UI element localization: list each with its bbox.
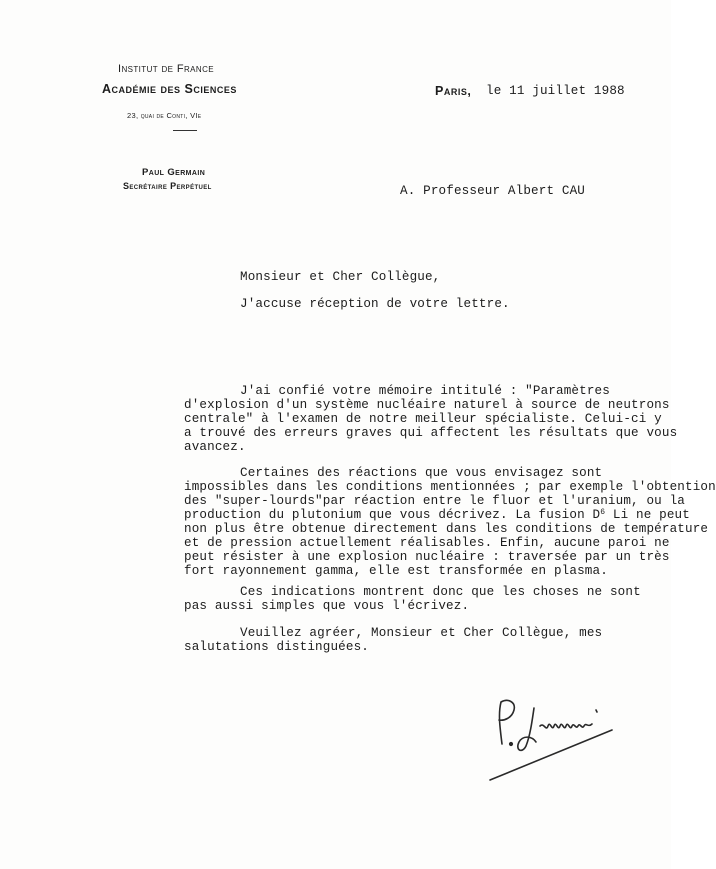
body-line: Ces indications montrent donc que les choses ne sont [240,585,641,599]
body-line: Certaines des réactions que vous envisagez sont [240,466,603,480]
body-line: et de pression actuellement réalisables. Enfin, aucune paroi ne [184,536,670,550]
signature-strokes [490,700,612,780]
dateline-city: Paris, [435,84,472,98]
body-line: peut résister à une explosion nucléaire : traversée par un très [184,550,670,564]
letterhead-author-name: Paul Germain [142,167,206,178]
body-line: avancez. [184,440,246,454]
acknowledgement-line: J'accuse réception de votre lettre. [240,297,510,311]
closing-paragraph [184,626,654,654]
body-line: impossibles dans les conditions mentionnées ; par exemple l'obtention [184,480,716,494]
fusion-tail: Li ne peut [605,508,690,522]
body-line: salutations distinguées. [184,640,369,654]
letterhead-divider [173,130,197,131]
body-line: pas aussi simples que vous l'écrivez. [184,599,470,613]
body-line-fusion [184,508,690,522]
handwritten-signature [484,688,616,784]
fusion-superscript: 6 [600,508,606,517]
fusion-text: production du plutonium que vous décrivez. La fusion D [184,508,601,522]
letterhead-address: 23, quai de Conti, VIe [127,111,202,120]
body-line: centrale" à l'examen de notre meilleur spécialiste. Celui-ci y [184,412,662,426]
body-line: Veuillez agréer, Monsieur et Cher Collègue, mes [240,626,603,640]
body-line: des "super-lourds"par réaction entre le fluor et l'uranium, ou la [184,494,685,508]
body-line: fort rayonnement gamma, elle est transformée en plasma. [184,564,608,578]
body-paragraph-3 [184,585,654,613]
body-paragraph-1 [184,384,678,454]
dateline-date: le 11 juillet 1988 [486,84,625,98]
body-paragraph-2 [184,466,716,578]
letterhead-academy: Académie des Sciences [102,82,237,96]
body-line: a trouvé des erreurs graves qui affectent les résultats que vous [184,426,678,440]
body-line: J'ai confié votre mémoire intitulé : "Paramètres [240,384,610,398]
salutation: Monsieur et Cher Collègue, [240,270,441,284]
letterhead-author-title: Secrétaire Perpétuel [123,181,212,191]
body-line: non plus être obtenue directement dans les conditions de température [184,522,709,536]
body-line: d'explosion d'un système nucléaire naturel à source de neutrons [184,398,670,412]
letterhead-institute: Institut de France [118,63,214,75]
recipient-line: A. Professeur Albert CAU [400,184,585,198]
